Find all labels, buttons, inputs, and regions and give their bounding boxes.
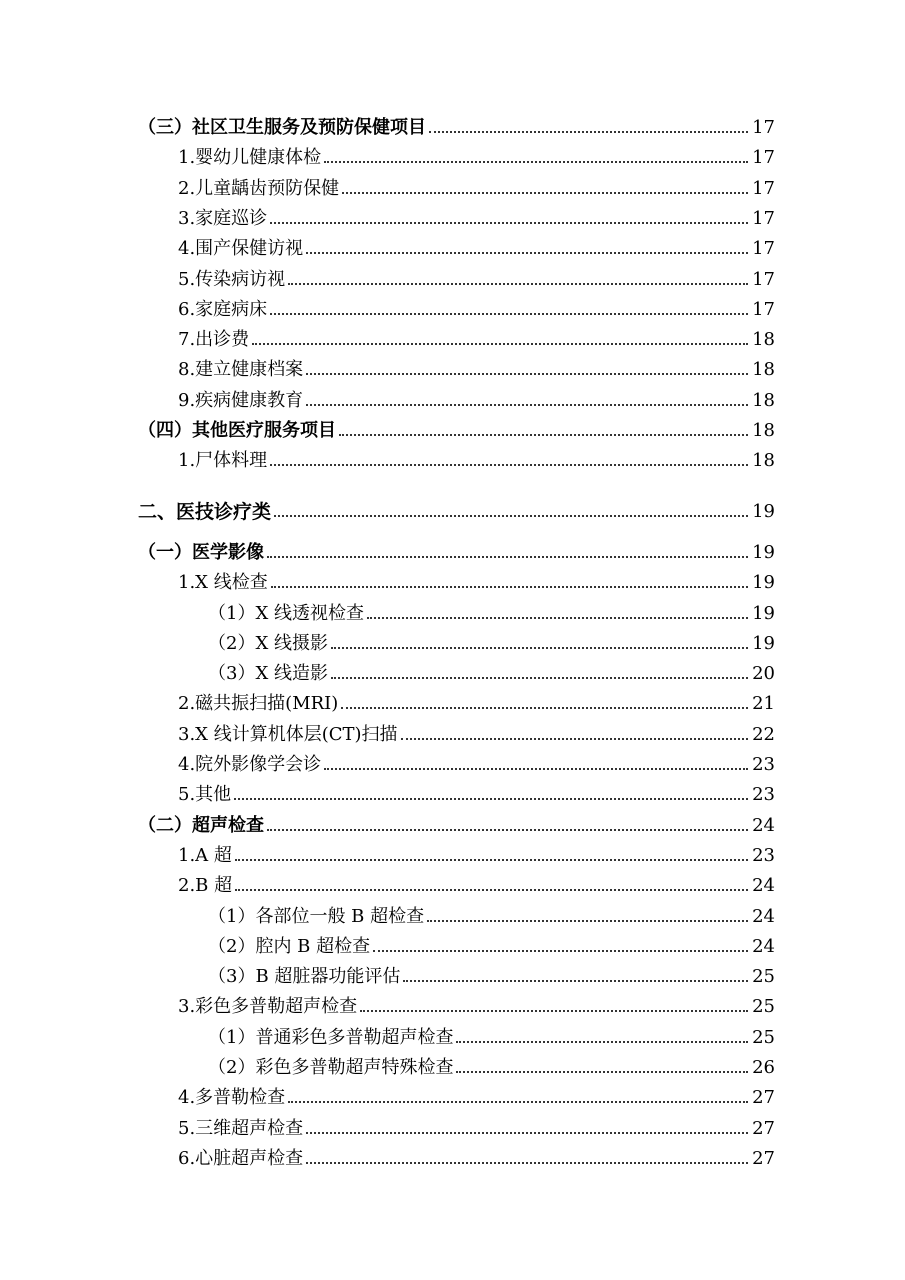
toc-item[interactable] <box>178 721 775 745</box>
toc-item[interactable] <box>178 235 775 259</box>
toc-entry-title: 3.家庭巡诊 <box>178 207 268 229</box>
toc-entry-title: 1.尸体料理 <box>178 450 268 472</box>
toc-page-number: 17 <box>752 147 775 169</box>
toc-page-number: 23 <box>752 754 775 775</box>
toc-entry-title: 8.建立健康档案 <box>178 359 304 381</box>
toc-item[interactable] <box>178 751 775 775</box>
toc-entry-title: 5.三维超声检查 <box>178 1117 304 1139</box>
toc-item[interactable] <box>178 781 775 805</box>
dot-leader <box>306 373 748 375</box>
dot-leader <box>456 1071 748 1073</box>
toc-item[interactable] <box>178 1145 775 1169</box>
toc-subsection-heading[interactable] <box>138 114 775 138</box>
toc-entry-title: 1.婴幼儿健康体检 <box>178 147 322 169</box>
toc-entry-title: 1.A 超 <box>178 844 232 866</box>
toc-section-heading[interactable] <box>138 498 775 522</box>
toc-entry-title: （1）普通彩色多普勒超声检查 <box>208 1026 454 1048</box>
toc-page-number: 18 <box>752 420 775 441</box>
toc-entry-title: （2）X 线摄影 <box>208 632 328 654</box>
dot-leader <box>271 586 748 588</box>
toc-entry-title: 2.儿童龋齿预防保健 <box>178 177 340 199</box>
toc-entry-title: 3.彩色多普勒超声检查 <box>178 996 358 1018</box>
toc-item[interactable] <box>178 205 775 229</box>
toc-entry-title: 二、医技诊疗类 <box>138 500 272 523</box>
toc-page-number: 23 <box>752 844 775 866</box>
dot-leader <box>324 768 748 770</box>
toc-entry-title: （一）医学影像 <box>138 541 264 563</box>
dot-leader <box>341 707 748 709</box>
toc-item[interactable] <box>178 1115 775 1139</box>
dot-leader <box>401 738 748 740</box>
toc-entry-title: （2）彩色多普勒超声特殊检查 <box>208 1057 454 1078</box>
toc-entry-title: 2.B 超 <box>178 875 233 897</box>
dot-leader <box>288 283 748 285</box>
dot-leader <box>367 617 748 619</box>
toc-page-number: 19 <box>752 500 775 522</box>
toc-item[interactable] <box>178 326 775 350</box>
toc-entry-title: 3.X 线计算机体层(CT)扫描 <box>178 723 398 745</box>
dot-leader <box>267 829 748 831</box>
dot-leader <box>270 464 748 466</box>
toc-page-number: 22 <box>752 723 775 745</box>
toc-entry-title: 2.磁共振扫描(MRI) <box>178 693 339 715</box>
toc-entry-title: 9.疾病健康教育 <box>178 389 304 411</box>
toc-page-number: 27 <box>752 1147 775 1169</box>
dot-leader <box>270 222 748 224</box>
toc-item[interactable] <box>178 872 775 896</box>
toc-subitem[interactable] <box>208 600 775 624</box>
toc-entry-title: 5.其他 <box>178 784 232 806</box>
toc-entry-title: （三）社区卫生服务及预防保健项目 <box>138 117 426 138</box>
toc-entry-title: （二）超声检查 <box>138 814 264 836</box>
toc-page-number: 26 <box>752 1057 775 1078</box>
toc-entry-title: 6.家庭病床 <box>178 298 268 320</box>
toc-item[interactable] <box>178 144 775 168</box>
toc-item[interactable] <box>178 175 775 199</box>
dot-leader <box>306 404 748 406</box>
dot-leader <box>306 1162 748 1164</box>
toc-page-number: 17 <box>752 238 775 260</box>
toc-subitem[interactable] <box>208 1024 775 1048</box>
dot-leader <box>306 252 748 254</box>
toc-subsection-heading[interactable] <box>138 417 775 441</box>
toc-entry-title: （3）X 线造影 <box>208 663 328 685</box>
toc-page-number: 24 <box>752 935 775 957</box>
toc-page-number: 27 <box>752 1117 775 1139</box>
toc-item[interactable] <box>178 993 775 1017</box>
toc-page-number: 17 <box>752 207 775 229</box>
toc-entry-title: 4.多普勒检查 <box>178 1087 286 1109</box>
toc-page-number: 17 <box>752 117 775 138</box>
toc-page-number: 17 <box>752 268 775 290</box>
dot-leader <box>235 889 748 891</box>
toc-page-number: 21 <box>752 693 775 715</box>
dot-leader <box>252 343 748 345</box>
toc-entry-title: 5.传染病访视 <box>178 268 286 290</box>
dot-leader <box>331 677 748 679</box>
toc-item[interactable] <box>178 1084 775 1108</box>
toc-item[interactable] <box>178 356 775 380</box>
toc-entry-title: （3）B 超脏器功能评估 <box>208 966 401 988</box>
toc-page-number: 25 <box>752 966 775 988</box>
dot-leader <box>342 192 748 194</box>
toc-subitem[interactable] <box>208 630 775 654</box>
toc-page-number: 19 <box>752 572 775 594</box>
dot-leader <box>270 313 748 315</box>
toc-subsection-heading[interactable] <box>138 539 775 563</box>
dot-leader <box>331 647 748 649</box>
toc-page-number: 19 <box>752 541 775 563</box>
dot-leader <box>456 1041 748 1043</box>
dot-leader <box>306 1132 748 1134</box>
toc-page-number: 19 <box>752 632 775 654</box>
toc-entry-title: 1.X 线检查 <box>178 572 268 594</box>
toc-entry-title: （1）X 线透视检查 <box>208 602 364 624</box>
toc-item[interactable] <box>178 387 775 411</box>
toc-entry-title: 4.院外影像学会诊 <box>178 754 322 775</box>
toc-subitem[interactable] <box>208 933 775 957</box>
toc-subitem[interactable] <box>208 963 775 987</box>
toc-page-number: 27 <box>752 1087 775 1109</box>
toc-entry-title: 4.围产保健访视 <box>178 238 304 260</box>
toc-item[interactable] <box>178 447 775 471</box>
toc-subsection-heading[interactable] <box>138 812 775 836</box>
dot-leader <box>429 131 748 133</box>
dot-leader <box>427 920 748 922</box>
toc-page-number: 24 <box>752 875 775 897</box>
toc-page-number: 18 <box>752 389 775 411</box>
dot-leader <box>360 1010 748 1012</box>
toc-item[interactable] <box>178 569 775 593</box>
toc-page-number: 17 <box>752 177 775 199</box>
toc-item[interactable] <box>178 296 775 320</box>
toc-entry-title: （1）各部位一般 B 超检查 <box>208 905 425 927</box>
toc-entry-title: 6.心脏超声检查 <box>178 1147 304 1169</box>
toc-page-number: 20 <box>752 663 775 685</box>
dot-leader <box>403 980 748 982</box>
dot-leader <box>373 950 748 952</box>
toc-page-number: 18 <box>752 450 775 472</box>
toc-page-number: 25 <box>752 1026 775 1048</box>
dot-leader <box>324 161 748 163</box>
dot-leader <box>288 1101 748 1103</box>
toc-item[interactable] <box>178 690 775 714</box>
dot-leader <box>267 556 748 558</box>
toc-page-number: 19 <box>752 602 775 624</box>
toc-page-number: 24 <box>752 905 775 927</box>
toc-page-number: 18 <box>752 359 775 381</box>
toc-entry-title: （四）其他医疗服务项目 <box>138 420 336 441</box>
toc-page-number: 17 <box>752 298 775 320</box>
dot-leader <box>339 434 748 436</box>
toc-page-number: 18 <box>752 329 775 351</box>
dot-leader <box>234 798 748 800</box>
toc-entry-title: （2）腔内 B 超检查 <box>208 935 371 957</box>
toc-page-number: 23 <box>752 784 775 806</box>
toc-page-number: 25 <box>752 996 775 1018</box>
toc-item[interactable] <box>178 842 775 866</box>
toc-subitem[interactable] <box>208 660 775 684</box>
toc-page-number: 24 <box>752 814 775 836</box>
dot-leader <box>235 859 748 861</box>
toc-item[interactable] <box>178 266 775 290</box>
dot-leader <box>274 515 748 517</box>
toc-subitem[interactable] <box>208 903 775 927</box>
toc-entry-title: 7.出诊费 <box>178 329 250 351</box>
toc-subitem[interactable] <box>208 1054 775 1078</box>
